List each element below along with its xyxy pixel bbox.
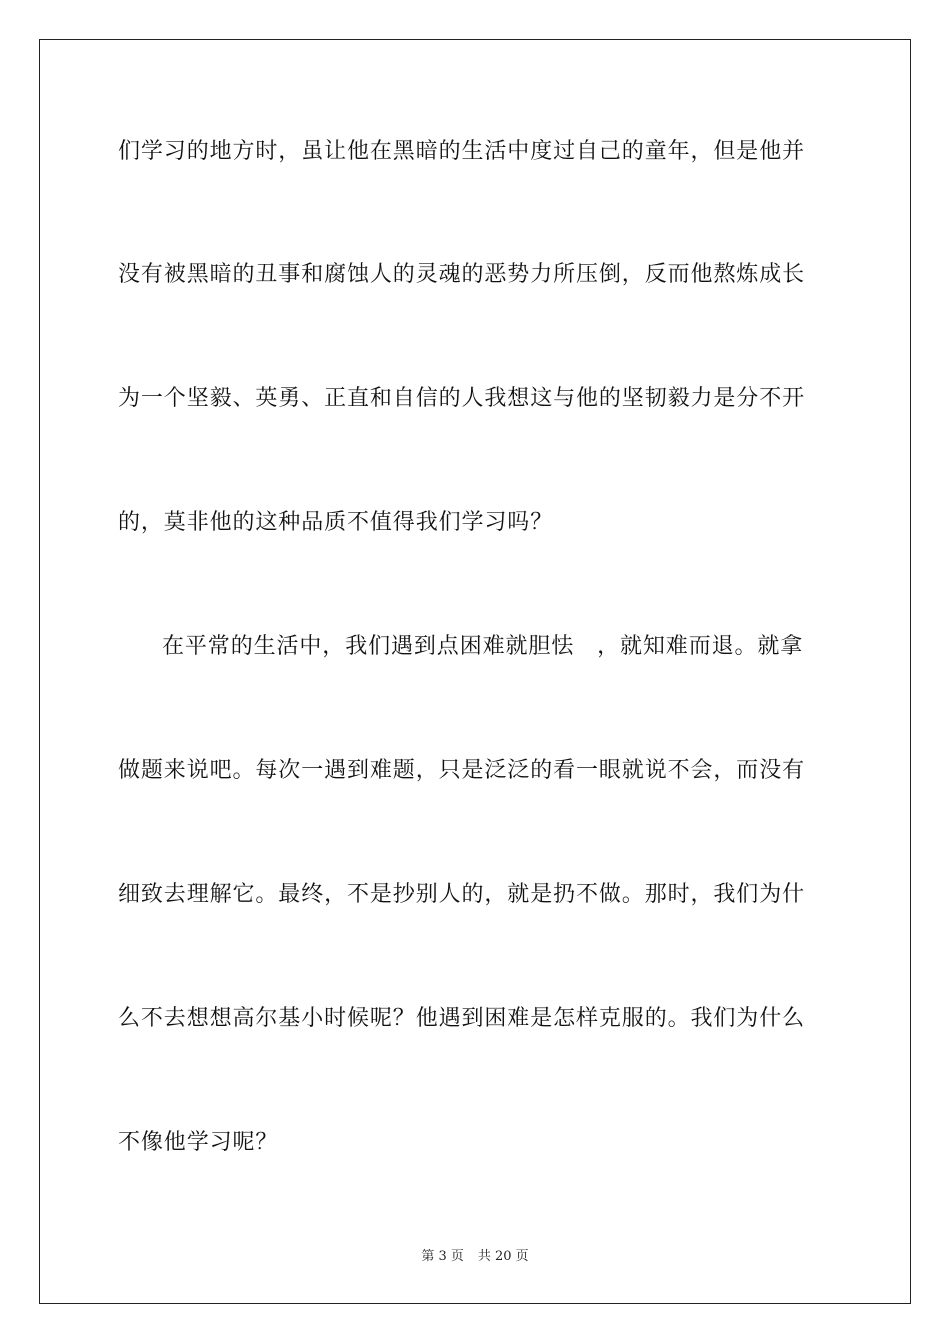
page-footer	[0, 1248, 950, 1266]
paragraph-line: 细致去理解它。最终，不是抄别人的，就是扔不做。那时，我们为什	[118, 882, 806, 907]
paragraph-line: 么不去想想高尔基小时候呢？他遇到困难是怎样克服的。我们为什么	[118, 1006, 806, 1031]
paragraph-line: 在平常的生活中，我们遇到点困难就胆怯 ，就知难而退。就拿	[162, 634, 804, 659]
page-total: 共 20 页	[477, 1249, 529, 1264]
page-number: 第 3 页	[421, 1249, 464, 1264]
paragraph-line: 做题来说吧。每次一遇到难题，只是泛泛的看一眼就说不会，而没有	[118, 758, 806, 783]
paragraph-line: 不像他学习呢？	[118, 1130, 279, 1155]
paragraph-line: 为一个坚毅、英勇、正直和自信的人我想这与他的坚韧毅力是分不开	[118, 386, 806, 411]
paragraph-line: 们学习的地方时，虽让他在黑暗的生活中度过自己的童年，但是他并	[118, 139, 806, 164]
paragraph-line: 没有被黑暗的丑事和腐蚀人的灵魂的恶势力所压倒，反而他熬炼成长	[118, 262, 806, 287]
paragraph-line: 的，莫非他的这种品质不值得我们学习吗？	[118, 510, 554, 535]
page-border	[39, 39, 911, 1304]
